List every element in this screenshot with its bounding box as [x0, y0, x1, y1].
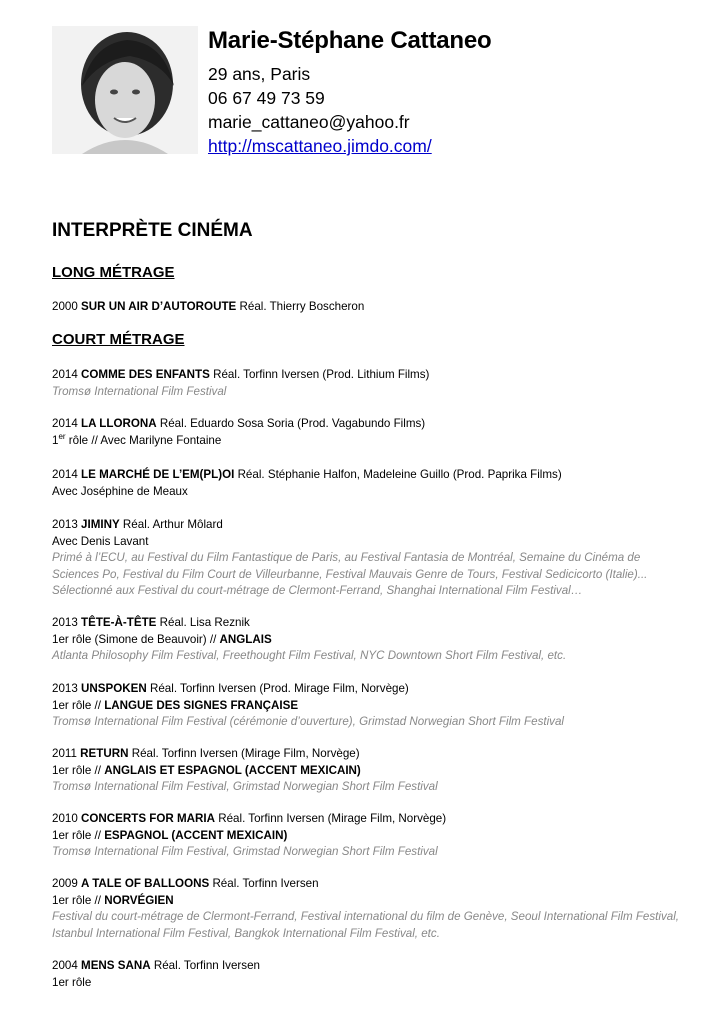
court-metrage-heading: COURT MÉTRAGE — [52, 331, 185, 348]
contact-header — [208, 26, 491, 158]
film-entry: 2014 LE MARCHÉ DE L’EM(PL)OI Réal. Stéphanie Halfon, Madeleine Guillo (Prod. Paprika Films) Avec Joséphine de Meaux — [52, 468, 562, 498]
website-link[interactable]: http://mscattaneo.jimdo.com/ — [208, 136, 432, 156]
film-entry: 2000 SUR UN AIR D’AUTOROUTE Réal. Thierry Boscheron — [52, 300, 365, 313]
film-entry: 2011 RETURN Réal. Torfinn Iversen (Mirage Film, Norvège) 1er rôle // ANGLAIS ET ESPAGNOL (ACCENT MEXICAIN) Tromsø International Film Festival, Grimstad Norwegian Short Film Festival — [52, 747, 438, 793]
section-title: INTERPRÈTE CINÉMA — [52, 220, 253, 241]
profile-photo — [52, 26, 198, 154]
portrait-illustration — [52, 26, 198, 154]
long-metrage-heading: LONG MÉTRAGE — [52, 264, 175, 281]
film-entry: 2013 TÊTE-À-TÊTE Réal. Lisa Reznik 1er rôle (Simone de Beauvoir) // ANGLAIS Atlanta Philosophy Film Festival, Freethought Film Festival, NYC Downtown Short Film Festival, etc. — [52, 616, 567, 662]
film-entry: 2010 CONCERTS FOR MARIA Réal. Torfinn Iversen (Mirage Film, Norvège) 1er rôle // ESPAGNOL (ACCENT MEXICAIN) Tromsø International Film Festival, Grimstad Norwegian Short Film Festival — [52, 812, 447, 858]
age-city: 29 ans, Paris — [208, 64, 311, 84]
film-entry: 2013 JIMINY Réal. Arthur Môlard Avec Denis Lavant Primé à l’ECU, au Festival du Film Fantastique de Paris, au Festival Fantasia de Montréal, Semaine du Cinéma de Sciences Po, Festival du Film Court de Villeurbanne, Festival Mauvais Genre de Tours, Festival Sedicicorto (Italie)... Sélectionné aux Festival du court-métrage de Clermont-Ferrand, Shanghai International Film Festival… — [52, 518, 648, 597]
film-entry: 2004 MENS SANA Réal. Torfinn Iversen 1er rôle — [52, 959, 260, 989]
person-name: Marie-Stéphane Cattaneo — [208, 27, 492, 54]
phone-number: 06 67 49 73 59 — [208, 88, 325, 108]
email-address: marie_cattaneo@yahoo.fr — [208, 112, 410, 132]
film-entry: 2009 A TALE OF BALLOONS Réal. Torfinn Iversen 1er rôle // NORVÉGIEN Festival du court-métrage de Clermont-Ferrand, Festival international du film de Genève, Seoul International Film Festival, Istanbul International Film Festival, Bangkok International Film Festival, etc. — [52, 877, 679, 940]
film-entry: 2014 LA LLORONA Réal. Eduardo Sosa Soria (Prod. Vagabundo Films) 1er rôle // Avec Marilyne Fontaine — [52, 417, 426, 447]
film-entry: 2014 COMME DES ENFANTS Réal. Torfinn Iversen (Prod. Lithium Films) Tromsø International Film Festival — [52, 368, 430, 398]
film-entry: 2013 UNSPOKEN Réal. Torfinn Iversen (Prod. Mirage Film, Norvège) 1er rôle // LANGUE DES SIGNES FRANÇAISE Tromsø International Film Festival (cérémonie d’ouverture), Grimstad Norwegian Short Film Festival — [52, 682, 564, 728]
